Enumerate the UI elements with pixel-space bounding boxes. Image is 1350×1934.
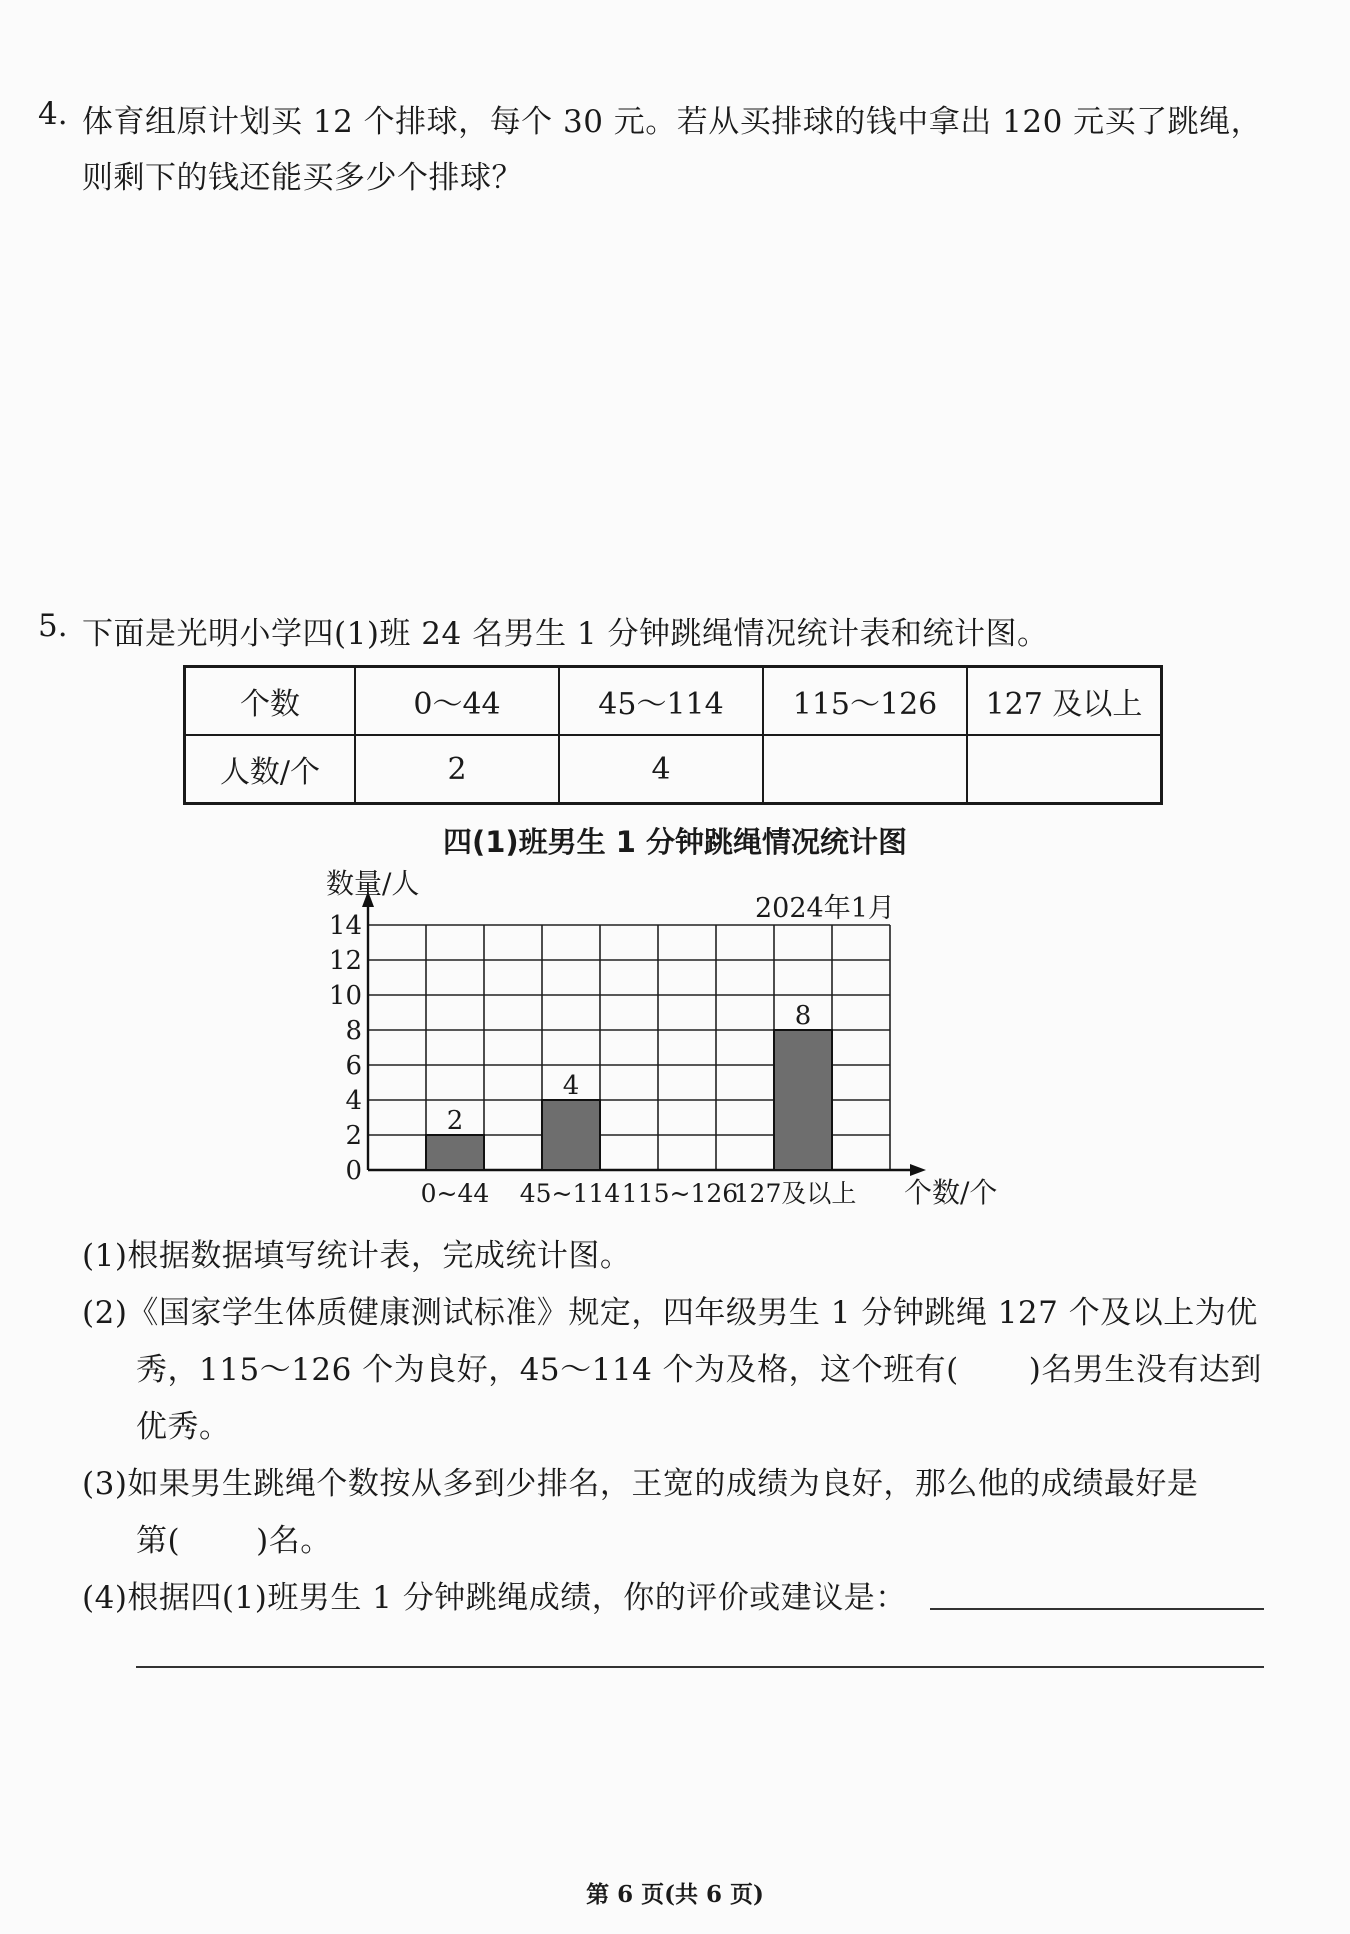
q5-sub2-text-a: 秀，115～126 个为良好，45～114 个为及格，这个班有(	[136, 1352, 959, 1388]
q4-text-line2: 则剩下的钱还能买多少个排球？	[82, 160, 523, 196]
q5-sub3-line1: (3)如果男生跳绳个数按从多到少排名，王宽的成绩为良好，那么他的成绩最好是	[82, 1466, 1199, 1502]
q4-text-line1: 体育组原计划买 12 个排球，每个 30 元。若从买排球的钱中拿出 120 元买了跳绳，	[82, 104, 1263, 140]
page-footer: 第 6 页(共 6 页)	[586, 1881, 764, 1908]
bar	[774, 1030, 832, 1170]
table-cell: 0～44	[355, 667, 559, 736]
y-tick-label: 12	[328, 946, 362, 976]
bar-value-label: 8	[794, 1001, 812, 1031]
q5-sub4: (4)根据四(1)班男生 1 分钟跳绳成绩，你的评价或建议是：	[82, 1580, 907, 1616]
q5-sub3-text-a: 第(	[136, 1523, 181, 1559]
table-cell: 2	[355, 735, 559, 804]
y-tick-label: 10	[328, 981, 362, 1011]
table-cell: 127 及以上	[967, 667, 1162, 736]
x-axis-label: 个数/个	[904, 1176, 998, 1209]
q4-number: 4.	[38, 96, 68, 132]
bar	[426, 1135, 484, 1170]
chart-title: 四(1)班男生 1 分钟跳绳情况统计图	[442, 825, 908, 859]
y-tick-label: 2	[345, 1121, 362, 1151]
x-tick-label: 115~126	[621, 1179, 739, 1208]
q5-intro: 下面是光明小学四(1)班 24 名男生 1 分钟跳绳情况统计表和统计图。	[82, 616, 1049, 652]
table-cell: 115～126	[763, 667, 967, 736]
y-tick-label: 6	[345, 1051, 362, 1081]
q5-sub3-line2	[136, 1515, 332, 1560]
table-cell: 个数	[185, 667, 356, 736]
bar-value-label: 4	[562, 1071, 580, 1101]
y-tick-label: 4	[345, 1086, 362, 1116]
answer-line-sub4-cont[interactable]	[136, 1666, 1264, 1668]
q5-number: 5.	[38, 608, 68, 644]
x-tick-label: 45~114	[519, 1179, 621, 1208]
x-axis-arrow	[910, 1164, 926, 1176]
table-cell: 45～114	[559, 667, 763, 736]
q5-sub2-line1: (2)《国家学生体质健康测试标准》规定，四年级男生 1 分钟跳绳 127 个及以上为优	[82, 1295, 1258, 1331]
q5-sub3-text-b: )名。	[256, 1523, 332, 1559]
bar	[542, 1100, 600, 1170]
x-tick-label: 0~44	[420, 1179, 490, 1208]
answer-line-sub4[interactable]	[930, 1608, 1264, 1610]
x-tick-label: 127及以上	[733, 1179, 857, 1208]
q5-sub2-line3: 优秀。	[136, 1409, 231, 1445]
q5-sub2-text-b: )名男生没有达到	[1028, 1352, 1262, 1388]
q5-sub1: (1)根据数据填写统计表，完成统计图。	[82, 1238, 632, 1274]
q5-sub2-line2	[136, 1344, 1262, 1389]
y-tick-label: 14	[328, 911, 362, 941]
y-axis-label: 数量/人	[326, 867, 420, 900]
y-tick-label: 8	[345, 1016, 362, 1046]
chart-date-note: 2024年1月	[755, 893, 895, 924]
y-tick-label: 0	[345, 1156, 362, 1186]
table-cell: 4	[559, 735, 763, 804]
bar-value-label: 2	[446, 1106, 464, 1136]
table-cell: 人数/个	[185, 735, 356, 804]
